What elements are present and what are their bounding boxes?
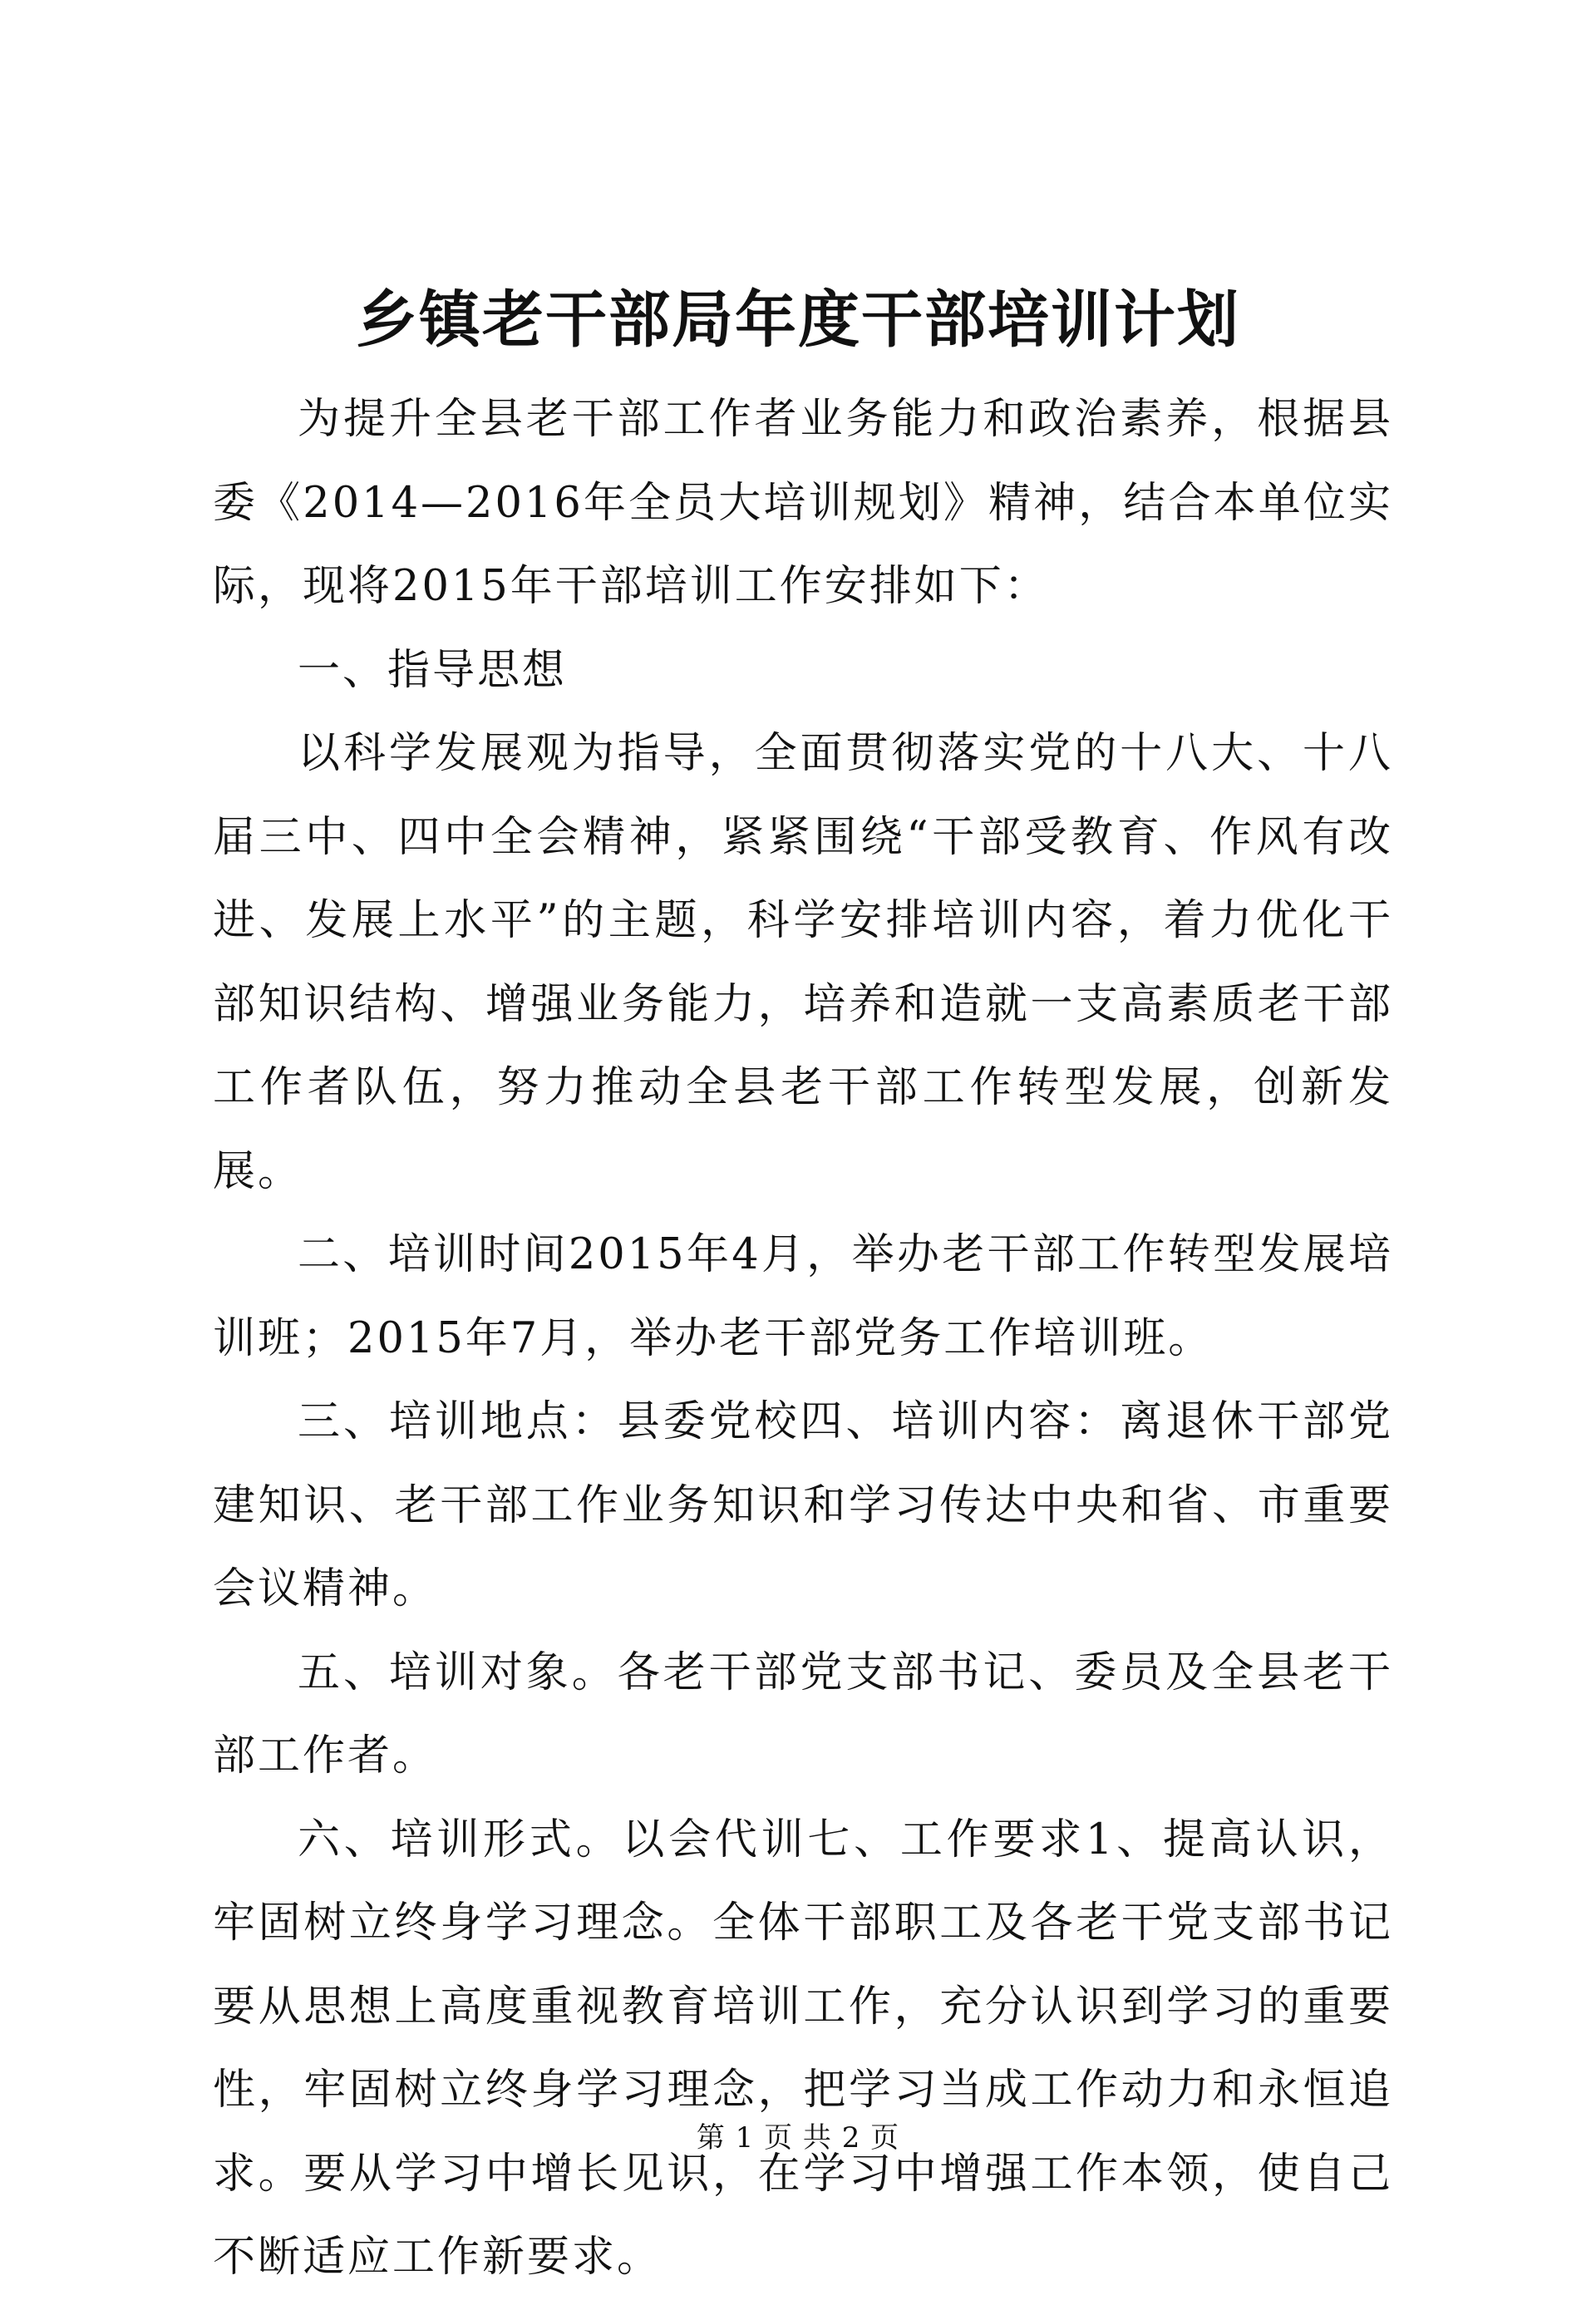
document-body [213, 378, 1393, 2300]
paragraph-training-form-requirements: 六、培训形式。以会代训七、工作要求1、提高认识，牢固树立终身学习理念。全体干部职工及各老干党支部书记要从思想上高度重视教育培训工作，充分认识到学习的重要性，牢固树立终身学习理念，把学习当成工作动力和永恒追求。要从学习中增长见识，在学习中增强工作本领，使自己不断适应工作新要求。 [213, 1815, 1393, 2282]
page-number-footer: 第 1 页 共 2 页 [696, 2121, 900, 2155]
paragraph-training-target: 五、培训对象。各老干部党支部书记、委员及全县老干部工作者。 [213, 1647, 1393, 1780]
paragraph-intro: 为提升全县老干部工作者业务能力和政治素养，根据县委《2014—2016年全员大培训规划》精神，结合本单位实际，现将2015年干部培训工作安排如下： [213, 395, 1393, 611]
paragraph-training-time: 二、培训时间2015年4月，举办老干部工作转型发展培训班；2015年7月，举办老干部党务工作培训班。 [213, 1230, 1393, 1363]
paragraph-guiding-thought: 以科学发展观为指导，全面贯彻落实党的十八大、十八届三中、四中全会精神，紧紧围绕“干部受教育、作风有改进、发展上水平”的主题，科学安排培训内容，着力优化干部知识结构、增强业务能力，培养和造就一支高素质老干部工作者队伍，努力推动全县老干部工作转型发展，创新发展。 [213, 729, 1393, 1196]
paragraph-training-location-content: 三、培训地点：县委党校四、培训内容：离退休干部党建知识、老干部工作业务知识和学习传达中央和省、市重要会议精神。 [213, 1397, 1393, 1613]
heading-guiding-thought: 一、指导思想 [298, 645, 568, 695]
document-title: 乡镇老干部局年度干部培训计划 [356, 284, 1240, 356]
